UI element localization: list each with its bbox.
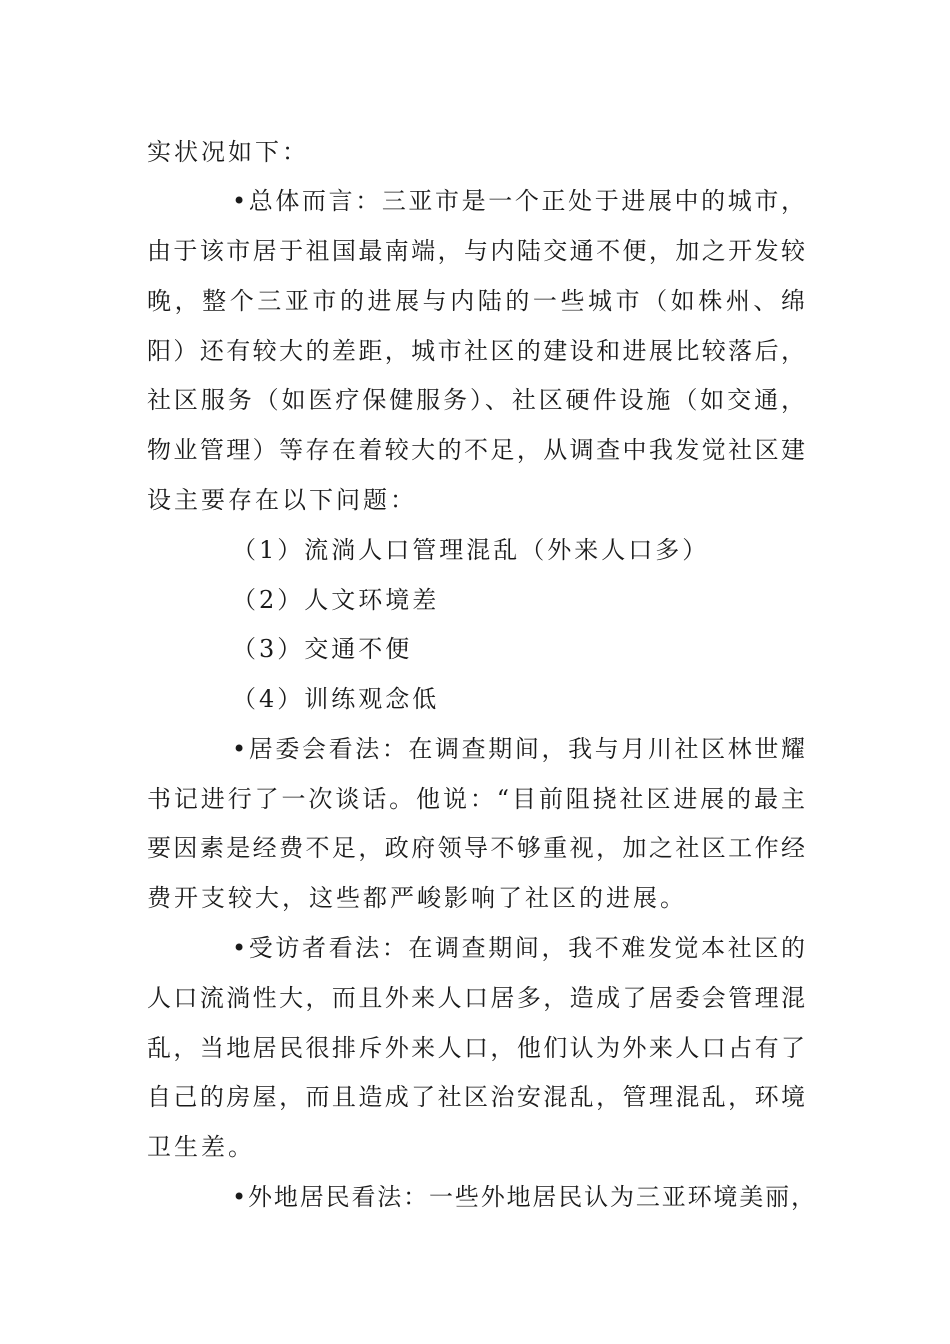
- text-line: 物业管理）等存在着较大的不足，从调查中我发觉社区建: [147, 436, 805, 464]
- text-line: 费开支较大，这些都严峻影响了社区的进展。: [147, 884, 687, 912]
- text-line: 实状况如下：: [147, 138, 309, 166]
- text-line: 由于该市居于祖国最南端，与内陆交通不便，加之开发较: [147, 237, 805, 265]
- text-line: 要因素是经费不足，政府领导不够重视，加之社区工作经: [147, 834, 805, 862]
- bullet-committee: •居委会看法：在调查期间，我与月川社区林世耀: [232, 735, 805, 763]
- text-line: 自己的房屋，而且造成了社区治安混乱，管理混乱，环境: [147, 1083, 805, 1111]
- text-line: 乱，当地居民很排斥外来人口，他们认为外来人口占有了: [147, 1034, 805, 1062]
- bullet-interviewee: •受访者看法：在调查期间，我不难发觉本社区的: [232, 934, 805, 962]
- text-line: 社区服务（如医疗保健服务）、社区硬件设施（如交通，: [147, 386, 805, 414]
- list-item: （3）交通不便: [232, 635, 413, 663]
- bullet-overall: •总体而言：三亚市是一个正处于进展中的城市，: [232, 187, 805, 215]
- text-line: 阳）还有较大的差距，城市社区的建设和进展比较落后，: [147, 337, 805, 365]
- list-item: （4）训练观念低: [232, 685, 440, 713]
- list-item: （1）流淌人口管理混乱（外来人口多）: [232, 536, 710, 564]
- text-line: 卫生差。: [147, 1133, 255, 1161]
- text-line: 书记进行了一次谈话。他说：“目前阻挠社区进展的最主: [147, 785, 805, 813]
- text-line: 晚，整个三亚市的进展与内陆的一些城市（如株州、绵: [147, 287, 805, 315]
- text-line: 人口流淌性大，而且外来人口居多，造成了居委会管理混: [147, 984, 805, 1012]
- text-line: 设主要存在以下问题：: [147, 486, 417, 514]
- bullet-nonlocal: •外地居民看法：一些外地居民认为三亚环境美丽，: [232, 1183, 815, 1211]
- list-item: （2）人文环境差: [232, 586, 440, 614]
